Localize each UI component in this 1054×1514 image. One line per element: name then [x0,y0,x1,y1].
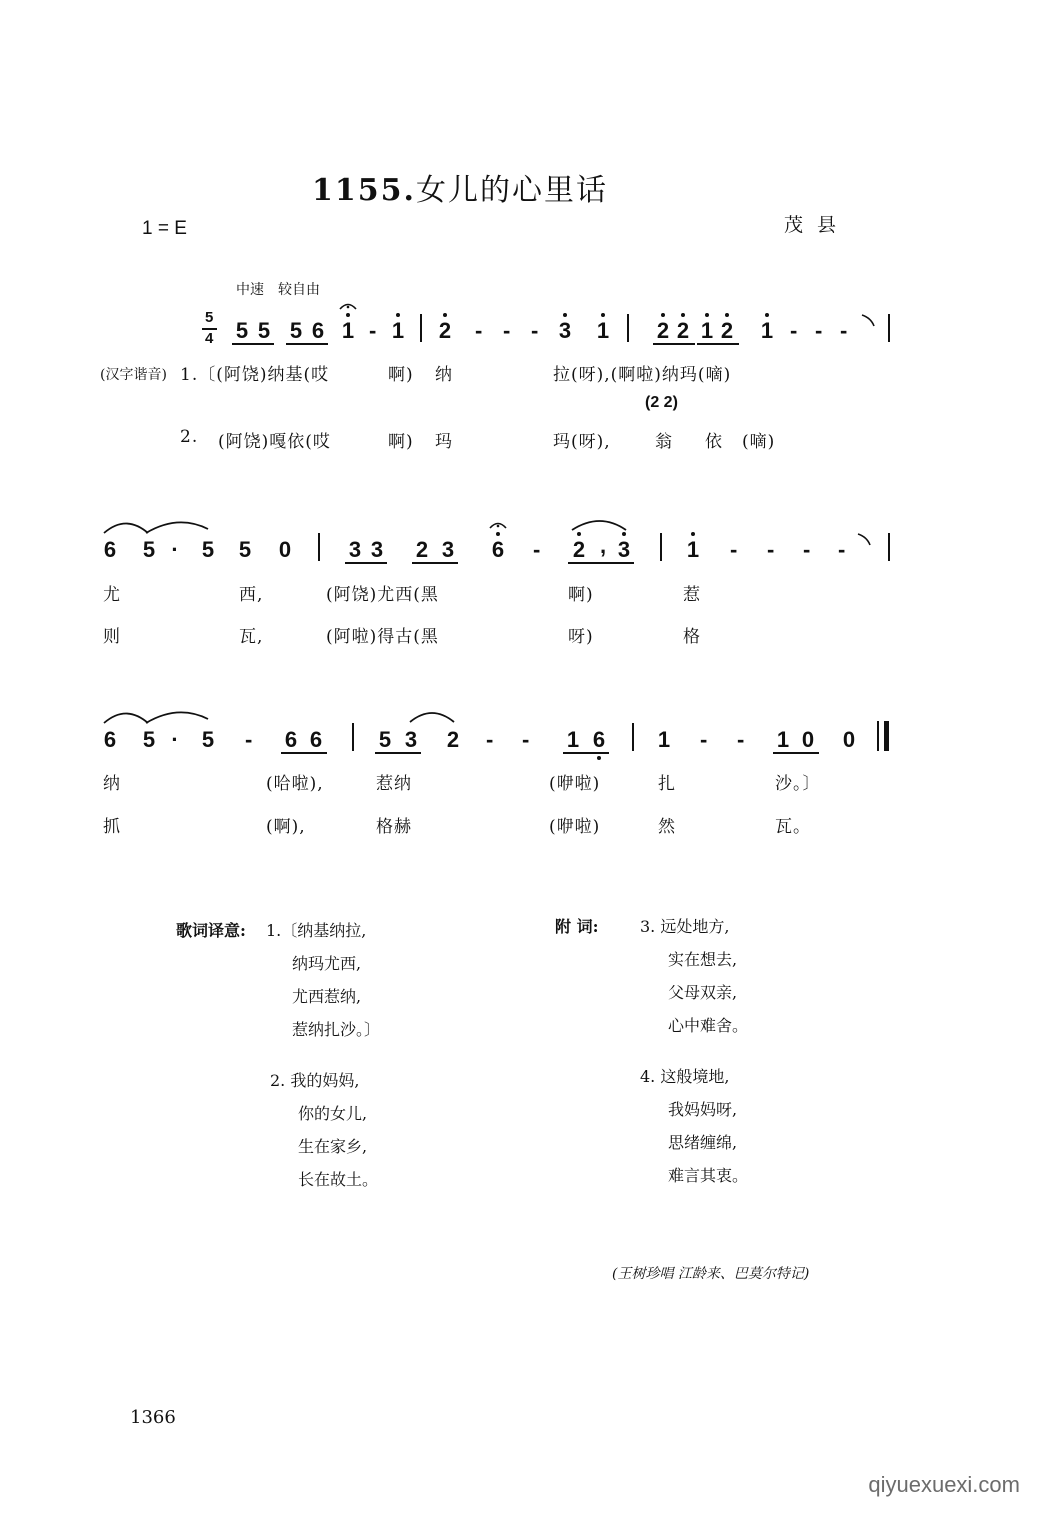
appendix-line: 难言其衷。 [668,1166,749,1185]
note: , [599,533,607,558]
lyric-text: 惹纳 [376,774,412,794]
dash: - [790,318,798,343]
note: 2 [572,537,586,562]
note: 2 [656,318,670,343]
lyric-text: 瓦, [239,627,264,647]
lyric-type-label: (汉字谐音) [100,367,167,383]
dash: - [486,727,494,752]
note: 1 [657,727,671,752]
lyric-text: 纳 [435,365,453,385]
lyric-text: (阿饶)嘎依(哎 [218,432,331,452]
time-sig-top: 5 [205,309,214,326]
slur [104,714,148,724]
dash: - [700,727,708,752]
note: 5 [289,318,303,343]
slur [146,712,208,723]
translation-line: 惹纳扎沙。〕 [292,1020,381,1039]
alternate-notes: (2 2) [645,394,678,411]
note: 6 [592,727,606,752]
note: 5 [378,727,392,752]
note: 2 [415,537,429,562]
page-number: 1366 [130,1407,176,1428]
note: 2 [676,318,690,343]
song-name: 女儿的心里话 [415,173,608,208]
dash: - [767,537,775,562]
note: 3 [558,318,572,343]
dash: - [522,727,530,752]
lyric-text: 1.〔(阿饶)纳基(哎 [180,365,330,385]
note: 5 [201,727,215,752]
lyric-text: 2. [180,427,199,447]
dash: - [838,537,846,562]
note: 5 [238,537,252,562]
note: 6 [103,537,117,562]
lyric-text: 西, [239,585,264,605]
dash: - [369,318,377,343]
lyric-text: (啊), [266,817,306,837]
dash: - [531,318,539,343]
slur [410,713,454,722]
lyric-text: 尤 [103,585,121,605]
lyric-text: 瓦。 [775,817,811,837]
lyric-text: 啊) [388,432,414,452]
region-label: 茂县 [784,214,851,236]
performer-credit: (王树珍唱 江龄来、巴莫尔特记) [612,1266,810,1282]
tempo-speed: 中速 [236,282,264,298]
lyric-text: 翁 [655,432,673,452]
dash: - [533,537,541,562]
lyric-text: 啊) [568,585,594,605]
note: 5 [235,318,249,343]
lyric-text: 依 [705,432,723,452]
lyric-text: 抓 [103,817,121,837]
translation-line: 1.〔纳基纳拉, [266,921,367,940]
note: 2 [720,318,734,343]
note: 6 [491,537,505,562]
key-signature: 1 = E [142,218,187,239]
appendix-line: 心中难舍。 [668,1016,749,1035]
lyric-text: 惹 [683,585,701,605]
lyric-text: 格赫 [376,817,412,837]
note: 2 [438,318,452,343]
note: 1 [760,318,774,343]
note: 3 [617,537,631,562]
lyric-text: 沙。〕 [775,774,821,794]
note: 1 [596,318,610,343]
translation-line: 生在家乡, [298,1137,368,1156]
song-number: 1155. [312,173,416,208]
note: 5 [142,537,156,562]
lyric-text: 格 [683,627,701,647]
lyric-text: 呀) [568,627,594,647]
tempo-style: 较自由 [278,282,320,298]
lyric-text: 啊) [388,365,414,385]
translation-line: 纳玛尤西, [292,954,362,973]
note: 5 [142,727,156,752]
site-watermark: qiyuexuexi.com [868,1472,1020,1497]
dash: - [730,537,738,562]
lyric-text: 然 [658,817,676,837]
lyric-text: (阿啦)得古(黑 [326,627,439,647]
note: 6 [284,727,298,752]
appendix-line: 实在想去, [668,950,738,969]
note: 1 [686,537,700,562]
lyric-text: (哈啦), [266,774,324,794]
note: 3 [441,537,455,562]
lyric-text: 玛 [435,432,453,452]
lyric-text: 玛(呀), [553,432,611,452]
note: 5 [201,537,215,562]
translation-line: 2. 我的妈妈, [270,1071,360,1090]
lyric-text: 拉(呀),(啊啦)纳玛(嘀) [553,365,732,385]
appendix-line: 思绪缠绵, [668,1133,738,1152]
note: 6 [311,318,325,343]
appendix-heading: 附 词: [555,917,599,936]
time-sig-bottom: 4 [205,330,214,347]
lyric-text: (咿啦) [549,817,601,837]
dash: - [245,727,253,752]
note: 1 [391,318,405,343]
translation-line: 长在故土。 [298,1170,379,1189]
lyric-text: 扎 [658,774,676,794]
note: 3 [348,537,362,562]
appendix-line: 4. 这般境地, [640,1067,730,1086]
translation-line: 尤西惹纳, [292,987,362,1006]
note: · [171,537,179,562]
appendix-line: 父母双亲, [668,983,738,1002]
note: 1 [341,318,355,343]
note: 3 [404,727,418,752]
appendix-line: 我妈妈呀, [668,1100,738,1119]
lyric-text: (咿啦) [549,774,601,794]
note: 6 [103,727,117,752]
dash: - [803,537,811,562]
note: 0 [278,537,292,562]
lyric-text: (嘀) [742,432,776,452]
note: 0 [842,727,856,752]
lyric-text: 则 [103,627,121,647]
note: 1 [566,727,580,752]
note: · [171,727,179,752]
note: 3 [370,537,384,562]
note: 6 [309,727,323,752]
dash: - [475,318,483,343]
note: 0 [801,727,815,752]
dash: - [737,727,745,752]
translation-heading: 歌词译意: [176,921,246,940]
dash: - [503,318,511,343]
note: 5 [257,318,271,343]
note: 1 [700,318,714,343]
lyric-text: (阿饶)尤西(黑 [326,585,439,605]
note: 1 [776,727,790,752]
lyric-text: 纳 [103,774,121,794]
dash: - [840,318,848,343]
translation-line: 你的女儿, [298,1104,368,1123]
appendix-line: 3. 远处地方, [640,917,730,936]
dash: - [815,318,823,343]
note: 2 [446,727,460,752]
